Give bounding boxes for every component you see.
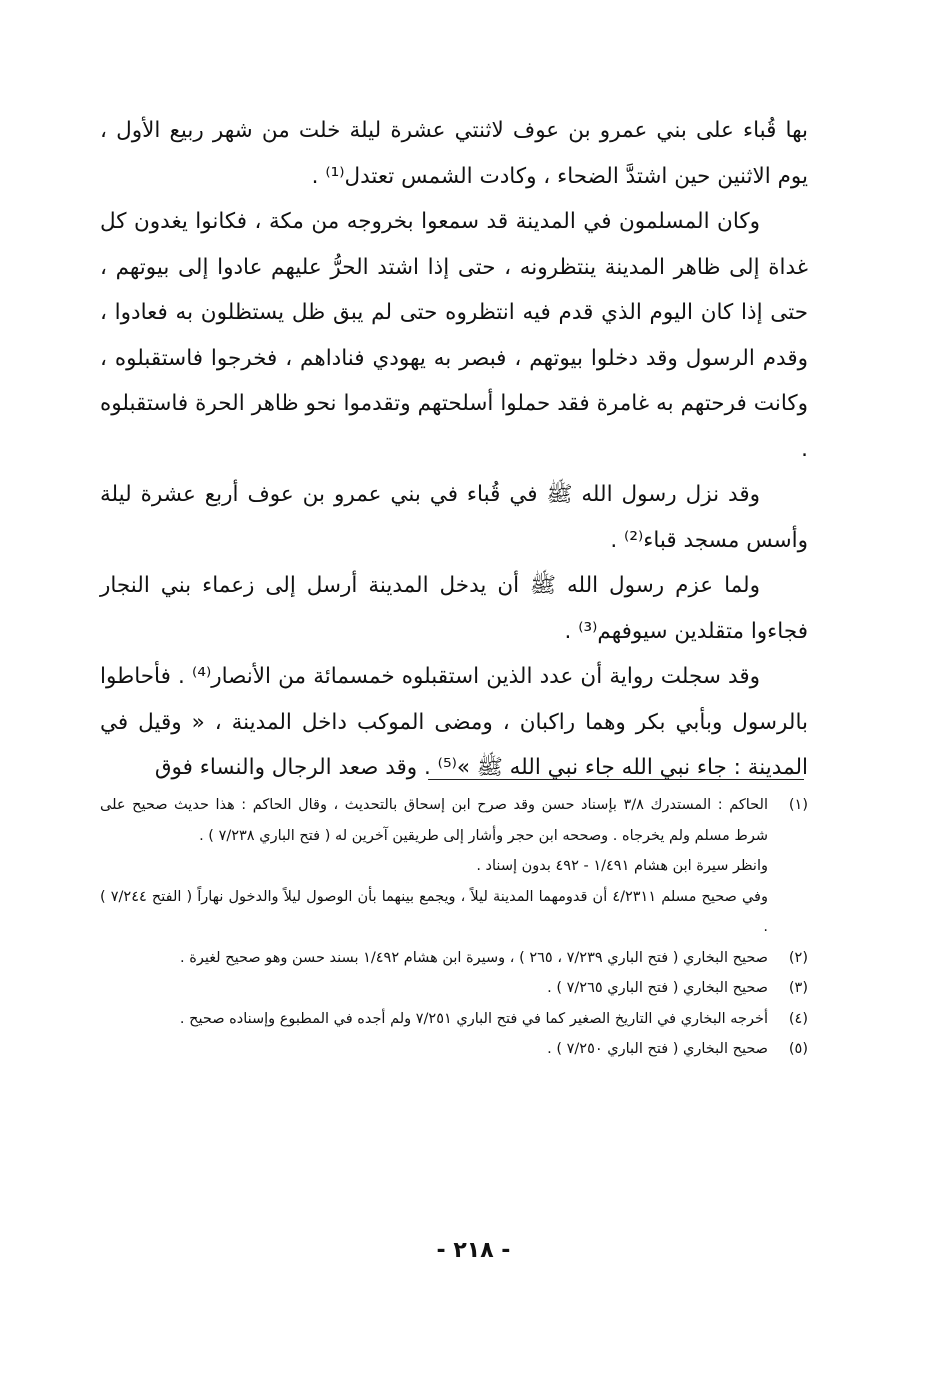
footnote-text: الحاكم : المستدرك ٣/٨ بإسناد حسن وقد صرح ابن إسحاق بالتحديث ، وقال الحاكم : هذا حديث صحيح على شرط مسلم ولم يخرجاه . وصححه ابن حجر وأشار إلى طريقين آخرين له ( فتح الباري ٧/٢٣٨ ) .: [100, 797, 768, 844]
footnotes: [100, 790, 808, 1065]
footnote-number: (٥): [788, 1041, 808, 1057]
paragraph-1: بها قُباء على بني عمرو بن عوف لاثنتي عشرة ليلة خلت من شهر ربيع الأول ، يوم الاثنين حين اشتدَّ الضحاء ، وكادت الشمس تعتدل⁽¹⁾ .: [100, 118, 808, 189]
footnote-number: (٣): [788, 980, 808, 996]
footnote-5: [100, 1034, 808, 1065]
footnote-3: [100, 973, 808, 1004]
footnote-1-continuation-a: وانظر سيرة ابن هشام ١/٤٩١ - ٤٩٢ بدون إسناد .: [476, 858, 768, 874]
footnote-text: صحيح البخاري ( فتح الباري ٧/٢٦٥ ) .: [547, 980, 768, 996]
footnote-divider: [428, 779, 804, 780]
paragraph-2: وكان المسلمون في المدينة قد سمعوا بخروجه من مكة ، فكانوا يغدون كل غداة إلى ظاهر المدينة ينتظرونه ، حتى إذا اشتد الحرُّ عليهم عادوا إلى بيوتهم ، حتى إذا كان اليوم الذي قدم فيه انتظروه حتى لم يبق ظل يستظلون به فعادوا ، وقدم الرسول وقد دخلوا بيوتهم ، فبصر به يهودي فناداهم ، فخرجوا فاستقبلوه ، وكانت فرحتهم به غامرة فقد حملوا أسلحتهم وتقدموا نحو ظاهر الحرة فاستقبلوه .: [100, 209, 808, 462]
page-number: - ٢١٨ -: [436, 1238, 511, 1263]
footnote-number: (٢): [788, 949, 808, 966]
main-text: [100, 108, 808, 791]
paragraph-4: ولما عزم رسول الله ﷺ أن يدخل المدينة أرسل إلى زعماء بني النجار فجاءوا متقلدين سيوفهم⁽³⁾ .: [100, 573, 808, 644]
footnote-1: [100, 790, 808, 851]
footnote-1-continuation-b: وفي صحيح مسلم ٤/٢٣١١ أن قدومهما المدينة ليلاً ، ويجمع بينهما بأن الوصول ليلاً والدخول نهاراً ( الفتح ٧/٢٤٤ ) .: [100, 888, 768, 935]
footnote-number: (٤): [788, 1010, 808, 1027]
footnote-text: صحيح البخاري ( فتح الباري ٧/٢٣٩ ، ٢٦٥ ) ، وسيرة ابن هشام ١/٤٩٢ بسند حسن وهو صحيح لغيرة .: [180, 949, 768, 966]
paragraph-5: وقد سجلت رواية أن عدد الذين استقبلوه خمسمائة من الأنصار⁽⁴⁾ . فأحاطوا بالرسول وبأبي بكر وهما راكبان ، ومضى الموكب داخل المدينة ، « وقيل في المدينة : جاء نبي الله جاء نبي الله ﷺ »⁽⁵⁾ . وقد صعد الرجال والنساء فوق: [100, 664, 808, 780]
footnote-number: (١): [788, 797, 808, 813]
footnote-text: أخرجه البخاري في التاريخ الصغير كما في فتح الباري ٧/٢٥١ ولم أجده في المطبوع وإسناده صحيح .: [179, 1010, 768, 1027]
footnote-text: صحيح البخاري ( فتح الباري ٧/٢٥٠ ) .: [547, 1041, 768, 1057]
footnote-4: [100, 1004, 808, 1035]
paragraph-3: وقد نزل رسول الله ﷺ في قُباء في بني عمرو بن عوف أربع عشرة ليلة وأسس مسجد قباء⁽²⁾ .: [100, 482, 808, 553]
footnote-2: [100, 943, 808, 974]
